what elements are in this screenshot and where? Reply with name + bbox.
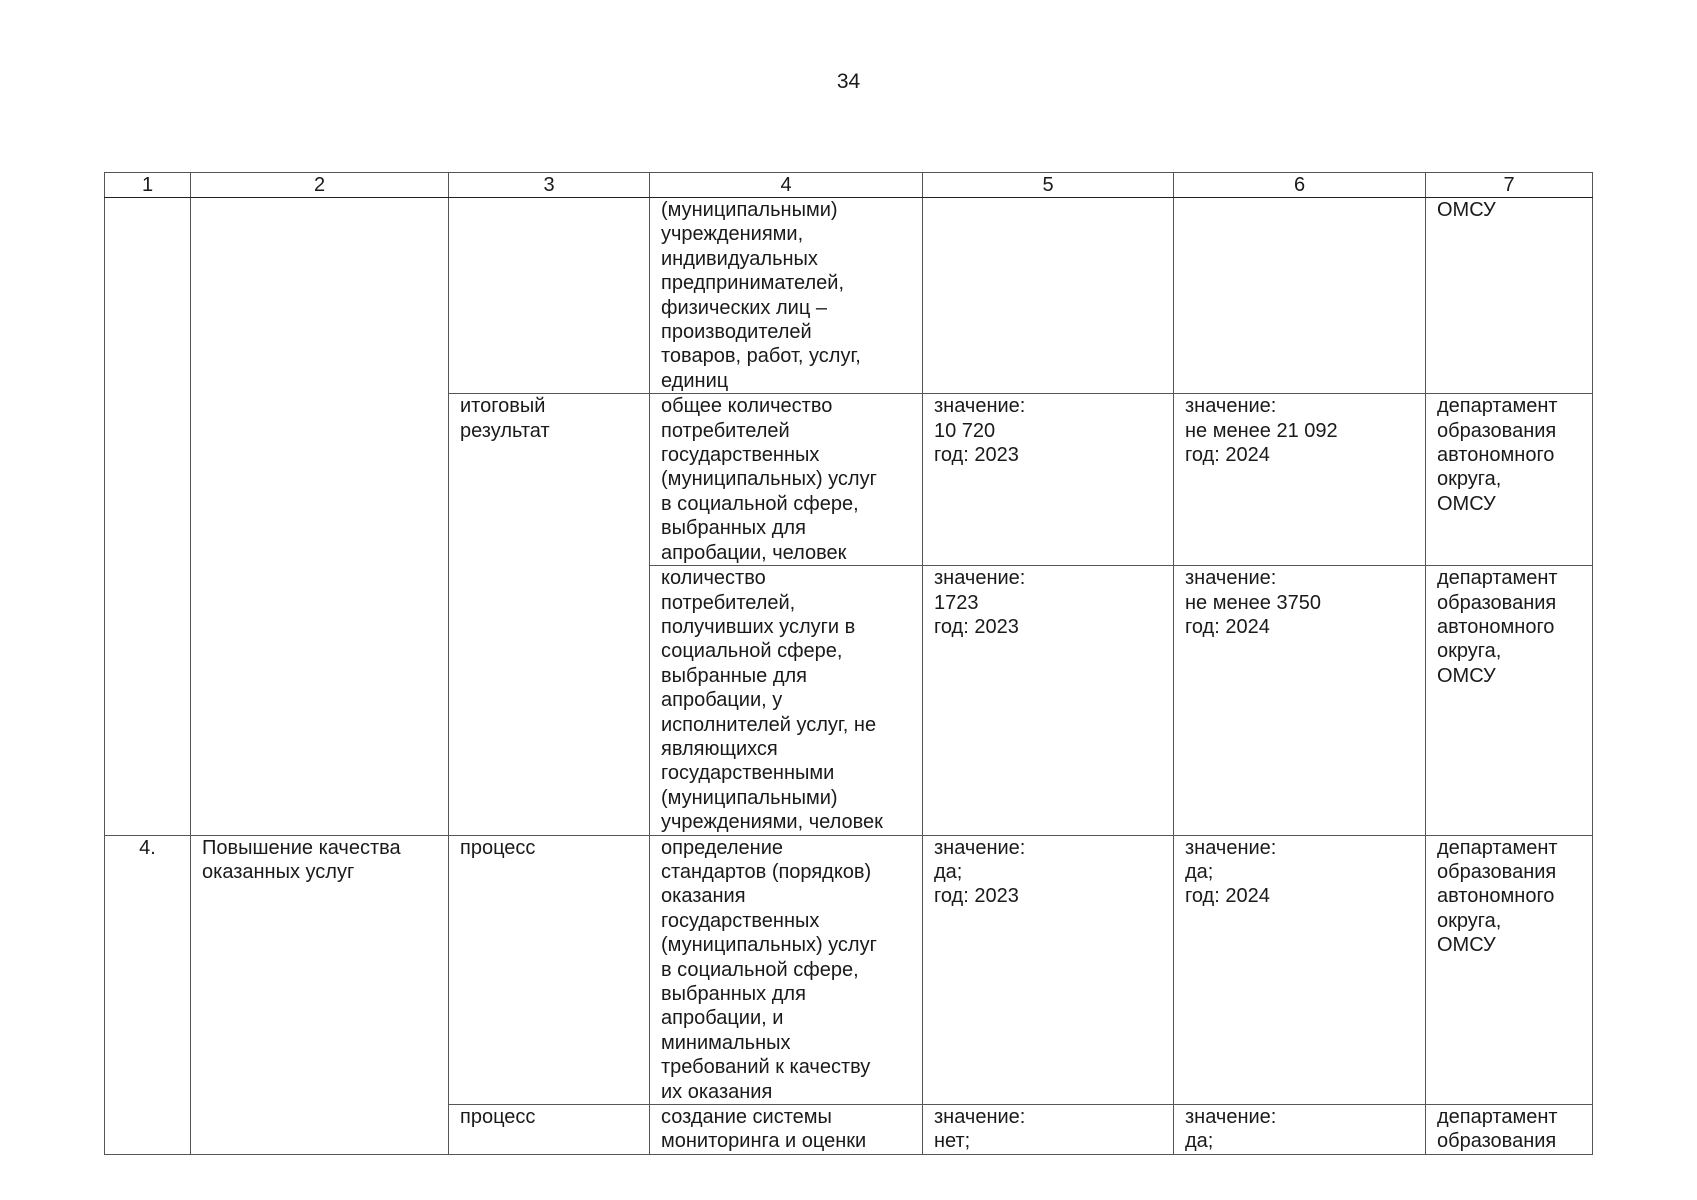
target-value-cell	[1174, 198, 1426, 394]
result-type-cell	[449, 198, 650, 394]
base-value-cell: значение: 10 720 год: 2023	[923, 394, 1174, 566]
header-col-1: 1	[105, 173, 191, 198]
indicator-cell: создание системы мониторинга и оценки	[650, 1105, 923, 1155]
task-name-cell: Повышение качества оказанных услуг	[191, 835, 449, 1154]
responsible-cell: департамент образования автономного округа, ОМСУ	[1426, 566, 1593, 835]
responsible-cell: ОМСУ	[1426, 198, 1593, 394]
indicator-cell: количество потребителей, получивших услуги в социальной сфере, выбранные для апробации, у исполнителей услуг, не являющихся государственными (муниципальными) учреждениями, человек	[650, 566, 923, 835]
header-col-7: 7	[1426, 173, 1593, 198]
table-row	[105, 835, 1593, 1104]
target-value-cell: значение: да; год: 2024	[1174, 835, 1426, 1104]
task-name-cell	[191, 198, 449, 836]
table-row	[105, 198, 1593, 394]
responsible-cell: департамент образования автономного округа, ОМСУ	[1426, 835, 1593, 1104]
header-col-6: 6	[1174, 173, 1426, 198]
result-type-cell: итоговый результат	[449, 394, 650, 835]
target-value-cell: значение: не менее 3750 год: 2024	[1174, 566, 1426, 835]
indicator-cell: (муниципальными) учреждениями, индивидуальных предпринимателей, физических лиц – производителей товаров, работ, услуг, единиц	[650, 198, 923, 394]
result-type-cell: процесс	[449, 835, 650, 1104]
header-col-3: 3	[449, 173, 650, 198]
row-number-cell	[105, 198, 191, 836]
result-type-cell: процесс	[449, 1105, 650, 1155]
row-number-cell: 4.	[105, 835, 191, 1154]
responsible-cell: департамент образования	[1426, 1105, 1593, 1155]
header-col-5: 5	[923, 173, 1174, 198]
base-value-cell	[923, 198, 1174, 394]
base-value-cell: значение: 1723 год: 2023	[923, 566, 1174, 835]
target-value-cell: значение: не менее 21 092 год: 2024	[1174, 394, 1426, 566]
indicators-table	[104, 172, 1593, 1155]
responsible-cell: департамент образования автономного округа, ОМСУ	[1426, 394, 1593, 566]
indicator-cell: определение стандартов (порядков) оказания государственных (муниципальных) услуг в социальной сфере, выбранных для апробации, и минимальных требований к качеству их оказания	[650, 835, 923, 1104]
table-header-row	[105, 173, 1593, 198]
indicator-cell: общее количество потребителей государственных (муниципальных) услуг в социальной сфере, выбранных для апробации, человек	[650, 394, 923, 566]
target-value-cell: значение: да;	[1174, 1105, 1426, 1155]
header-col-4: 4	[650, 173, 923, 198]
page-number: 34	[836, 70, 861, 93]
base-value-cell: значение: да; год: 2023	[923, 835, 1174, 1104]
header-col-2: 2	[191, 173, 449, 198]
base-value-cell: значение: нет;	[923, 1105, 1174, 1155]
